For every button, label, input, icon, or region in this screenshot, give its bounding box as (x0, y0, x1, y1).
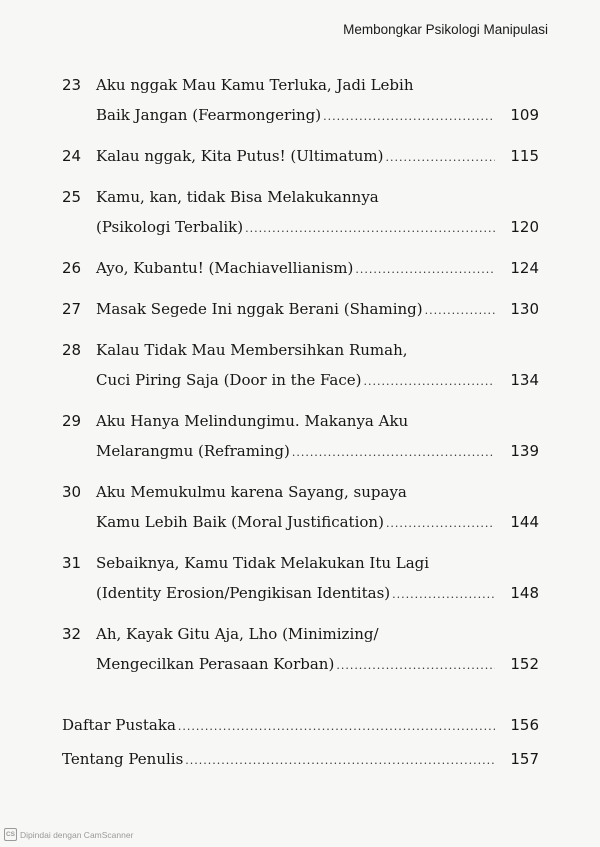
page-number: 156 (510, 716, 539, 734)
chapter-list (62, 70, 539, 681)
title-line: Ah, Kayak Gitu Aja, Lho (Minimizing/ (96, 625, 379, 643)
toc-entry (62, 141, 539, 173)
page-number: 115 (510, 147, 539, 165)
chapter-number: 26 (62, 259, 82, 277)
title-line: Sebaiknya, Kamu Tidak Melakukan Itu Lagi (96, 554, 430, 572)
page-number: 130 (510, 300, 539, 318)
chapter-number: 32 (62, 625, 82, 643)
title-text: Mengecilkan Perasaan Korban) (96, 655, 335, 673)
dot-leader (386, 509, 495, 539)
dot-leader (178, 710, 495, 743)
title-final-line (96, 253, 539, 285)
title-final-line (96, 436, 539, 468)
dot-leader (245, 214, 495, 244)
title-final-line (96, 507, 539, 539)
scanner-text: Dipindai dengan CamScanner (20, 829, 134, 840)
chapter-number: 31 (62, 554, 82, 572)
title-text: (Psikologi Terbalik) (96, 218, 244, 236)
page-number: 109 (510, 106, 539, 124)
dot-leader (392, 580, 495, 610)
title-text: Kamu Lebih Baik (Moral Justification) (96, 513, 384, 531)
page-number: 139 (510, 442, 539, 460)
title-line: Kalau Tidak Mau Membersihkan Rumah, (96, 341, 408, 359)
entry-title (62, 743, 539, 777)
toc-entry (62, 548, 539, 610)
chapter-number: 29 (62, 412, 82, 430)
page-number: 148 (510, 584, 539, 602)
entry-title (96, 477, 539, 539)
entry-title (62, 709, 539, 743)
page-number: 124 (510, 259, 539, 277)
chapter-number: 27 (62, 300, 82, 318)
title-line: Aku nggak Mau Kamu Terluka, Jadi Lebih (96, 76, 414, 94)
title-text: (Identity Erosion/Pengikisan Identitas) (96, 584, 391, 602)
page-number: 120 (510, 218, 539, 236)
chapter-number: 28 (62, 341, 82, 359)
page-number: 134 (510, 371, 539, 389)
entry-title (96, 619, 539, 681)
dot-leader (292, 438, 495, 468)
title-final-line (96, 141, 539, 173)
title-text: Melarangmu (Reframing) (96, 442, 290, 460)
dot-leader (185, 744, 495, 777)
title-final-line (96, 365, 539, 397)
title-text: Daftar Pustaka (62, 716, 176, 734)
back-matter-entry (62, 709, 539, 743)
title-final-line (62, 743, 539, 777)
table-of-contents (62, 70, 539, 777)
back-matter-entry (62, 743, 539, 777)
title-final-line (96, 212, 539, 244)
entry-title (96, 294, 539, 326)
title-line: Aku Memukulmu karena Sayang, supaya (96, 483, 407, 501)
title-final-line (96, 100, 539, 132)
entry-title (96, 253, 539, 285)
back-matter-list (62, 709, 539, 777)
entry-title (96, 182, 539, 244)
chapter-number: 25 (62, 188, 82, 206)
toc-entry (62, 477, 539, 539)
title-final-line (96, 649, 539, 681)
chapter-number: 23 (62, 76, 82, 94)
toc-entry (62, 406, 539, 468)
toc-entry (62, 619, 539, 681)
running-header: Membongkar Psikologi Manipulasi (343, 22, 548, 37)
title-text: Masak Segede Ini nggak Berani (Shaming) (96, 300, 423, 318)
dot-leader (363, 367, 495, 397)
title-text: Cuci Piring Saja (Door in the Face) (96, 371, 362, 389)
dot-leader (336, 651, 495, 681)
page-number: 157 (510, 750, 539, 768)
entry-title (96, 548, 539, 610)
camscanner-logo-icon: CS (4, 828, 17, 841)
title-text: Ayo, Kubantu! (Machiavellianism) (96, 259, 354, 277)
title-final-line (96, 578, 539, 610)
dot-leader (425, 296, 495, 326)
entry-title (96, 70, 539, 132)
entry-title (96, 141, 539, 173)
chapter-number: 24 (62, 147, 82, 165)
title-final-line (96, 294, 539, 326)
title-text: Baik Jangan (Fearmongering) (96, 106, 322, 124)
dot-leader (385, 143, 495, 173)
title-text: Kalau nggak, Kita Putus! (Ultimatum) (96, 147, 384, 165)
dot-leader (355, 255, 495, 285)
title-line: Kamu, kan, tidak Bisa Melakukannya (96, 188, 379, 206)
page-number: 152 (510, 655, 539, 673)
entry-title (96, 406, 539, 468)
title-line: Aku Hanya Melindungimu. Makanya Aku (96, 412, 409, 430)
toc-entry (62, 182, 539, 244)
toc-entry (62, 335, 539, 397)
scanner-watermark (4, 828, 133, 841)
page-number: 144 (510, 513, 539, 531)
toc-entry (62, 253, 539, 285)
entry-title (96, 335, 539, 397)
dot-leader (323, 102, 495, 132)
toc-entry (62, 70, 539, 132)
title-final-line (62, 709, 539, 743)
chapter-number: 30 (62, 483, 82, 501)
title-text: Tentang Penulis (62, 750, 184, 768)
toc-entry (62, 294, 539, 326)
